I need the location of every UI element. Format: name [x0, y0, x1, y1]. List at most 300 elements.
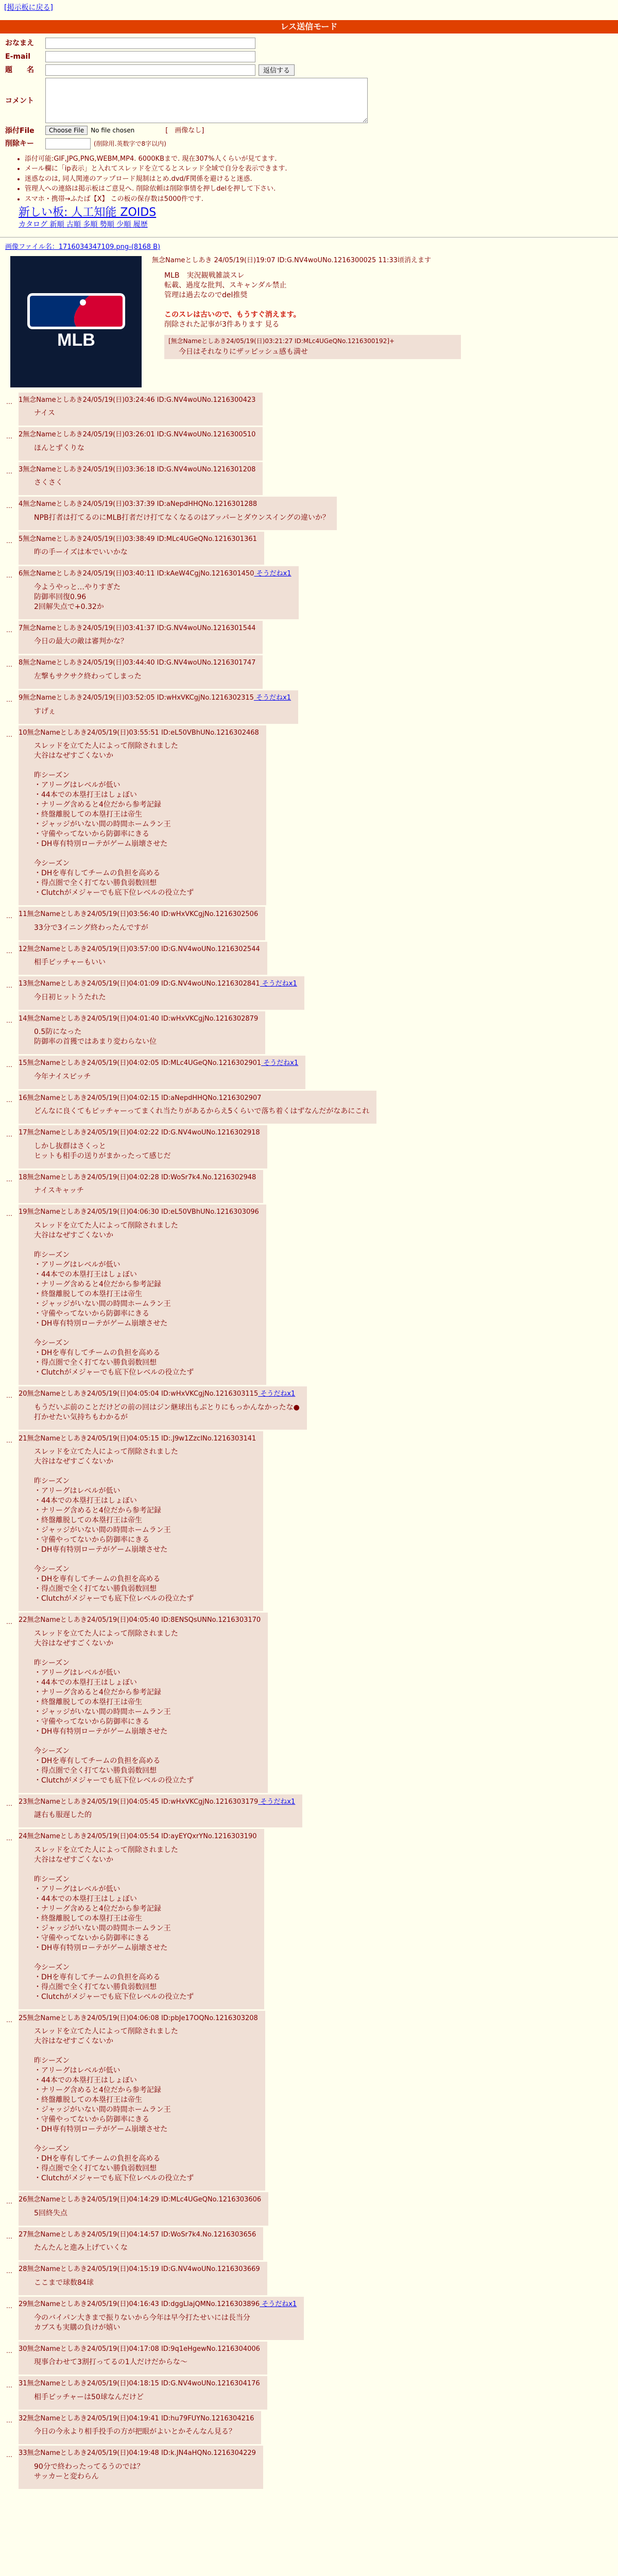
reply-box	[19, 2297, 304, 2340]
reply-marker: …	[6, 1800, 12, 1807]
reply-header	[19, 500, 330, 509]
reply-header	[19, 465, 255, 474]
reply-form	[5, 38, 618, 149]
reply-post	[0, 1829, 618, 2009]
reply-post	[0, 655, 618, 689]
reply-marker: …	[6, 433, 12, 440]
op-post	[0, 243, 618, 387]
reply-number: 14	[19, 1014, 27, 1023]
op-meta-text: 無念Nameとしあき 24/05/19(日)19:07 ID:G.NV4woUNo.1216300025	[152, 256, 376, 264]
reply-box	[19, 1431, 263, 1612]
reply-line: スレッドを立てた人によって削除されました	[34, 1629, 178, 1638]
reply-line: ・ジャッジがいない間の時間ホームラン王	[34, 1526, 171, 1535]
reply-post	[0, 1386, 618, 1430]
reply-line: 大谷はなぜすごくないか	[34, 1231, 113, 1240]
reply-header	[19, 728, 259, 738]
reply-line: 今シーズン	[34, 1747, 70, 1755]
soudane-button[interactable]: そうだねx1	[254, 570, 291, 578]
reply-line: 大谷はなぜすごくないか	[34, 1458, 113, 1466]
reply-number: 10	[19, 728, 27, 737]
reply-post	[0, 393, 618, 426]
reply-line: ・Clutchがメジャーでも底下位レベルの役立たず	[34, 2174, 194, 2183]
reply-meta: 無念Nameとしあき24/05/19(日)03:55:51 ID:eL50VBhUNo.1216302468	[27, 728, 259, 737]
reply-meta: 無念Nameとしあき24/05/19(日)03:40:11 ID:kAeW4CgjNo.1216301450	[23, 570, 254, 578]
reply-body	[34, 583, 291, 612]
reply-body	[34, 1845, 257, 2002]
mlb-logo-text: MLB	[57, 330, 95, 350]
reply-number: 1	[19, 396, 23, 404]
noimage-checkbox[interactable]: [ 画像なし]	[165, 126, 204, 134]
reply-line: ナイス	[34, 409, 55, 418]
reply-line: ・守備やってないから防御率にきる	[34, 1717, 149, 1726]
reply-header	[19, 1059, 298, 1068]
reply-post	[0, 2446, 618, 2489]
delkey-note: (削除用.英数字で8字以内)	[94, 140, 166, 147]
submit-button[interactable]: 返信する	[259, 64, 295, 76]
reply-header	[19, 1094, 369, 1103]
reply-box	[19, 1205, 266, 1385]
reply-body	[34, 1107, 369, 1116]
reply-box	[19, 1091, 376, 1124]
reply-marker: …	[6, 1835, 12, 1842]
reply-number: 32	[19, 2414, 27, 2422]
reply-line	[34, 761, 259, 771]
reply-line: ・終盤離脱しての本塁打王は帝生	[34, 1516, 142, 1525]
reply-box	[19, 532, 264, 565]
reply-line: ・ナリーグ含めると4位だから参考記録	[34, 2086, 161, 2095]
reply-line: 昨の手ーイズは本でいいかな	[34, 548, 128, 557]
reply-line: ・DH専有特別ローテがゲーム崩壊させた	[34, 840, 168, 849]
reply-number: 30	[19, 2345, 27, 2353]
note-item: • 迷惑なのは, 同人関連のアップロード規制はとめ.dvd/F関係を避けると迷惑.	[25, 175, 618, 184]
reply-meta: 無念Nameとしあき24/05/19(日)04:16:43 ID:dggLlajQMNo.1216303896	[27, 2300, 260, 2308]
reply-meta: 無念Nameとしあき24/05/19(日)03:57:00 ID:G.NV4woUNo.1216302544	[27, 945, 260, 953]
reply-box	[19, 2411, 261, 2445]
reply-line: 防御率回復0.96	[34, 592, 87, 601]
reply-meta: 無念Nameとしあき24/05/19(日)04:01:40 ID:wHxVKCgjNo.1216302879	[27, 1014, 259, 1023]
reply-marker: …	[6, 1210, 12, 1218]
reply-line: ・ナリーグ含めると4位だから参考記録	[34, 1506, 161, 1515]
reply-meta: 無念Nameとしあき24/05/19(日)03:36:18 ID:G.NV4woUNo.1216301208	[23, 465, 256, 473]
op-meta	[152, 256, 461, 265]
reply-box	[19, 2227, 263, 2261]
soudane-button[interactable]: そうだねx1	[253, 694, 291, 702]
reply-marker: …	[6, 1061, 12, 1069]
reply-line: ここまで球数84球	[34, 2278, 94, 2287]
reply-post	[0, 2227, 618, 2261]
reply-line: 今日の今永より相手投手の方が把眼がよいとかそんなん見る？	[34, 2428, 236, 2436]
reply-header	[19, 2449, 256, 2458]
reply-post	[0, 2376, 618, 2410]
reply-list	[0, 393, 618, 2489]
reply-meta: 無念Nameとしあき24/05/19(日)03:56:40 ID:wHxVKCgjNo.1216302506	[27, 910, 259, 919]
reply-post	[0, 1091, 618, 1124]
reply-box	[19, 2262, 267, 2295]
reply-body	[34, 2209, 261, 2218]
reply-body	[34, 2243, 256, 2253]
reply-line: 5回終失点	[34, 2209, 67, 2217]
reply-post	[0, 2262, 618, 2295]
reply-header	[19, 1832, 257, 1841]
notes-list	[19, 155, 618, 204]
reply-line: ・アリーグはレベルが低い	[34, 1261, 121, 1269]
soudane-button[interactable]: そうだねx1	[258, 1798, 296, 1806]
reply-body	[34, 741, 259, 898]
reply-post	[0, 1011, 618, 1055]
reply-line: ・ナリーグ含めると4位だから参考記録	[34, 1688, 161, 1697]
reply-header	[19, 945, 260, 954]
reply-line: スレッドを立てた人によって削除されました	[34, 1845, 178, 1854]
reply-header	[19, 1389, 300, 1399]
back-to-board-link[interactable]: [掲示板に戻る]	[4, 4, 53, 12]
reply-header	[19, 1014, 258, 1024]
reply-meta: 無念Nameとしあき24/05/19(日)04:17:08 ID:9q1eHgewNo.1216304006	[27, 2345, 260, 2353]
reply-body	[34, 1186, 256, 1196]
reply-number: 31	[19, 2380, 27, 2388]
reply-line: ・得点圏で全く打てない勝負弱数回想	[34, 1359, 157, 1367]
reply-post	[0, 427, 618, 461]
reply-header	[19, 1616, 261, 1625]
reply-body	[34, 1072, 298, 1082]
reply-line: ・守備やってないから防御率にきる	[34, 830, 149, 839]
reply-line: ・終盤離脱しての本塁打王は帝生	[34, 1914, 142, 1923]
catalog-sort-anchor[interactable]: カタログ 新順 古順 多順 勢順 少順 履歴	[19, 221, 148, 229]
reply-line: ・終盤離脱しての本塁打王は帝生	[34, 810, 142, 819]
reply-marker: …	[6, 2232, 12, 2240]
reply-body	[34, 993, 297, 1003]
reply-line: ・DH専有特別ローテがゲーム崩壊させた	[34, 1943, 168, 1952]
reply-line: 左撃もサクサク終わってしまった	[34, 672, 142, 681]
reply-number: 7	[19, 624, 23, 632]
reply-marker: …	[6, 2302, 12, 2310]
reply-post	[0, 532, 618, 565]
reply-box	[19, 427, 263, 461]
reply-body	[34, 1027, 258, 1047]
reply-marker: …	[6, 572, 12, 580]
reply-number: 8	[19, 659, 23, 667]
reply-line: ・得点圏で全く打てない勝負弱数回想	[34, 879, 157, 888]
reply-meta: 無念Nameとしあき24/05/19(日)04:05:04 ID:wHxVKCgjNo.1216303115	[27, 1390, 259, 1398]
reply-line: ・44本での本塁打王はしょぼい	[34, 1678, 137, 1687]
reply-line: 大谷はなぜすごくないか	[34, 1855, 113, 1864]
reply-line: 大谷はなぜすごくないか	[34, 752, 113, 760]
reply-box	[19, 1056, 305, 1089]
reply-number: 15	[19, 1059, 27, 1067]
reply-marker: …	[6, 2451, 12, 2459]
reply-meta: 無念Nameとしあき24/05/19(日)04:18:15 ID:G.NV4woUNo.1216304176	[27, 2380, 260, 2388]
reply-line	[34, 1467, 256, 1477]
reply-header	[19, 979, 297, 989]
reply-box	[19, 1794, 302, 1828]
reply-header	[19, 2345, 260, 2354]
choose-file-button[interactable]: Choose File	[45, 126, 88, 135]
reply-number: 2	[19, 431, 23, 439]
reply-line: ・DH専有特別ローテがゲーム崩壊させた	[34, 1319, 168, 1328]
reply-line: 90分で終わったってるうのでは？	[34, 2462, 144, 2471]
reply-header	[19, 396, 255, 405]
reply-line: 昨シーズン	[34, 1477, 70, 1486]
reply-number: 23	[19, 1798, 27, 1806]
reply-box	[19, 690, 298, 724]
note-item: • スマホ・携帯→ふたば【X】 この板の保存数は5000件です.	[25, 195, 618, 204]
reply-line: 防御率の首獲ではあまり変わらない位	[34, 1038, 157, 1046]
reply-line: ・44本での本塁打王はしょぼい	[34, 2076, 137, 2085]
reply-post	[0, 690, 618, 724]
reply-meta: 無念Nameとしあき24/05/19(日)04:19:48 ID:k.JN4aHQNo.1216304229	[27, 2449, 256, 2458]
reply-line: 昨シーズン	[34, 1875, 70, 1884]
reply-marker: …	[6, 1016, 12, 1024]
reply-post	[0, 1431, 618, 1612]
reply-line: ・得点圏で全く打てない勝負弱数回想	[34, 1766, 157, 1775]
reply-line: ・ジャッジがいない間の時間ホームラン王	[34, 1707, 171, 1716]
reply-post	[0, 907, 618, 940]
reply-line: 昨シーズン	[34, 1658, 70, 1667]
reply-line: たんたんと進み上げていくな	[34, 2244, 128, 2252]
op-thumbnail[interactable]	[10, 256, 142, 387]
reply-line: 今のバイパン大きまで振りないから今年は早今打たせいには長当分	[34, 2313, 250, 2322]
reply-header	[19, 2379, 260, 2388]
reply-line	[34, 2046, 258, 2056]
reply-line: ・終盤離脱しての本塁打王は帝生	[34, 1290, 142, 1299]
reply-header	[19, 535, 257, 544]
reply-line: ・守備やってないから防御率にきる	[34, 1934, 149, 1942]
soudane-button[interactable]: そうだねx1	[261, 1059, 299, 1067]
reply-marker: …	[6, 626, 12, 634]
reply-line	[34, 1329, 259, 1338]
reply-marker: …	[6, 696, 12, 704]
reply-line: ・DHを専有してチームの負担を高める	[34, 1349, 161, 1358]
reply-line: ・アリーグはレベルが低い	[34, 1668, 121, 1677]
reply-marker: …	[6, 2198, 12, 2206]
reply-post	[0, 2411, 618, 2445]
reply-header	[19, 569, 291, 579]
reply-line: ・守備やってないから防御率にきる	[34, 2115, 149, 2124]
reply-post	[0, 1613, 618, 1793]
reply-box	[19, 1125, 267, 1168]
reply-header	[19, 2195, 261, 2205]
reply-header	[19, 2265, 260, 2274]
reply-line: ほんとずくりな	[34, 444, 84, 452]
reply-number: 24	[19, 1833, 27, 1841]
reply-header	[19, 1173, 256, 1182]
reply-body	[34, 1629, 261, 1786]
mode-title-bar: レス送信モード	[0, 20, 618, 33]
soudane-button[interactable]: そうだねx1	[260, 2300, 297, 2308]
reply-line: ・得点圏で全く打てない勝負弱数回想	[34, 2164, 157, 2173]
reply-marker: …	[6, 502, 12, 510]
reply-meta: 無念Nameとしあき24/05/19(日)04:01:09 ID:G.NV4woUNo.1216302841	[27, 980, 260, 988]
reply-number: 26	[19, 2196, 27, 2204]
email-input[interactable]	[45, 51, 255, 62]
reply-body	[34, 478, 255, 488]
reply-box	[19, 2342, 267, 2375]
reply-post	[0, 566, 618, 619]
reply-line: スレッドを立てた人によって削除されました	[34, 2027, 178, 2036]
reply-number: 19	[19, 1208, 27, 1216]
reply-body	[34, 1142, 260, 1161]
reply-line: 0.5防になった	[34, 1028, 82, 1037]
op-line: 削除された記事が3件あります 見る	[164, 320, 280, 329]
op-text	[164, 271, 461, 329]
reply-line: ・44本での本塁打王はしょぼい	[34, 1497, 137, 1505]
name-label: おなまえ	[5, 39, 34, 47]
name-input[interactable]	[45, 38, 255, 49]
reply-body	[34, 513, 330, 523]
mlb-logo-icon	[27, 293, 125, 350]
reply-line	[34, 849, 259, 859]
op-line: 転載、過度な批判、スキャンダル禁止	[164, 281, 287, 290]
reply-box	[19, 1386, 307, 1430]
reply-line: ・守備やってないから防御率にきる	[34, 1310, 149, 1318]
reply-line: ・ナリーグ含めると4位だから参考記録	[34, 801, 161, 809]
comment-textarea[interactable]	[45, 78, 368, 123]
reply-meta: 無念Nameとしあき24/05/19(日)03:52:05 ID:wHxVKCgjNo.1216302315	[23, 694, 254, 702]
reply-post	[0, 1056, 618, 1089]
reply-line: ・DHを専有してチームの負担を高める	[34, 1973, 161, 1981]
reply-line	[34, 1737, 261, 1747]
reply-line: ・アリーグはレベルが低い	[34, 1487, 121, 1496]
soudane-button[interactable]: そうだねx1	[260, 980, 297, 988]
delkey-input[interactable]	[45, 138, 91, 149]
reply-meta: 無念Nameとしあき24/05/19(日)04:02:05 ID:MLc4UGeQNo.1216302901	[27, 1059, 262, 1067]
reply-post	[0, 2011, 618, 2191]
reply-line	[34, 2134, 258, 2144]
new-boards-anchor[interactable]: 新しい板: 人工知能 ZOIDS	[19, 206, 157, 219]
reply-box	[19, 942, 267, 975]
reply-number: 13	[19, 980, 27, 988]
reply-body	[34, 2427, 254, 2437]
reply-box	[19, 2011, 265, 2191]
reply-line: 昨シーズン	[34, 2057, 70, 2065]
reply-header	[19, 624, 255, 633]
reply-line: 今シーズン	[34, 1963, 70, 1972]
reply-post	[0, 462, 618, 496]
note-item: • 管理人への連絡は掲示板はご意見へ. 削除依頼は削除事情を押しdelを押して下さい.	[25, 184, 618, 194]
reply-meta: 無念Nameとしあき24/05/19(日)04:14:29 ID:MLc4UGeQNo.1216303606	[27, 2196, 262, 2204]
reply-line: 今シーズン	[34, 2145, 70, 2154]
reply-line: ・DH専有特別ローテがゲーム崩壊させた	[34, 1727, 168, 1736]
reply-line: 今シーズン	[34, 1339, 70, 1348]
reply-line: カブスも実購の負けが嬉い	[34, 2323, 121, 2332]
reply-line: 今ようやっと…やりすぎた	[34, 583, 121, 591]
op-file-link[interactable]: 画像ファイル名：1716034347109.png-(8168 B)	[5, 243, 161, 251]
op-line: 管理は過去なのでdel推奨	[164, 291, 248, 299]
reply-line	[34, 1241, 259, 1250]
reply-line: ・終盤離脱しての本塁打王は帝生	[34, 1698, 142, 1706]
reply-line: ・得点圏で全く打てない勝負弱数回想	[34, 1585, 157, 1594]
reply-line: ・守備やってないから防御率にきる	[34, 1536, 149, 1545]
reply-line	[34, 1649, 261, 1658]
note-item: • 添付可能:GIF,JPG,PNG,WEBM,MP4. 6000KBまで. 現在307%人くらいが見てます.	[25, 155, 618, 164]
reply-body	[34, 1403, 300, 1422]
reply-header	[19, 430, 255, 439]
reply-meta: 無念Nameとしあき24/05/19(日)04:05:15 ID:.J9w1ZzcINo.1216303141	[27, 1434, 256, 1443]
reply-body	[34, 2462, 256, 2482]
reply-post	[0, 1125, 618, 1168]
reply-line: ・得点圏で全く打てない勝負弱数回想	[34, 1982, 157, 1991]
reply-line: ・44本での本塁打王はしょぼい	[34, 1894, 137, 1903]
reply-post	[0, 976, 618, 1010]
reply-header	[19, 1798, 295, 1807]
reply-line: 大谷はなぜすごくないか	[34, 1639, 113, 1648]
reply-body	[34, 2027, 258, 2183]
reply-meta: 無念Nameとしあき24/05/19(日)03:41:37 ID:G.NV4woUNo.1216301544	[23, 624, 256, 632]
reply-number: 4	[19, 500, 23, 509]
reply-marker: …	[6, 398, 12, 405]
reply-line: ・終盤離脱しての本塁打王は帝生	[34, 2096, 142, 2105]
reply-line: ・アリーグはレベルが低い	[34, 781, 121, 790]
reply-post	[0, 1205, 618, 1385]
reply-line: 今シーズン	[34, 1565, 70, 1574]
reply-post	[0, 2297, 618, 2340]
op-inline-body: 今日はそれなりにザッピッシュ感も満せ	[179, 347, 308, 356]
reply-marker: …	[6, 2347, 12, 2354]
reply-line: さくさく	[34, 479, 63, 487]
email-label: E-mail	[5, 52, 31, 61]
reply-line: ・Clutchがメジャーでも底下位レベルの役立たず	[34, 1776, 194, 1785]
reply-number: 6	[19, 570, 23, 578]
soudane-button[interactable]: そうだねx1	[258, 1390, 296, 1398]
reply-number: 9	[19, 694, 23, 702]
subject-input[interactable]	[45, 64, 255, 76]
reply-line: ・アリーグはレベルが低い	[34, 2066, 121, 2075]
reply-line: 今日の最大の敵は審判かな？	[34, 637, 128, 646]
reply-marker: …	[6, 912, 12, 920]
reply-post	[0, 2342, 618, 2375]
reply-line: 2回解失点で+0.32か	[34, 602, 104, 611]
file-status: No file chosen	[91, 127, 135, 134]
reply-number: 28	[19, 2265, 27, 2274]
reply-post	[0, 725, 618, 906]
reply-line: スレッドを立てた人によって削除されました	[34, 1222, 178, 1230]
reply-line: 謎右も服遅した的	[34, 1811, 92, 1820]
reply-number: 18	[19, 1173, 27, 1181]
reply-post	[0, 1170, 618, 1204]
reply-body	[34, 1810, 295, 1820]
reply-box	[19, 1829, 264, 2009]
reply-marker: …	[6, 982, 12, 990]
reply-line: ・ジャッジがいない間の時間ホームラン王	[34, 1300, 171, 1309]
reply-line: ヒットも相手の送りがまかったって感じだ	[34, 1151, 171, 1160]
subject-label: 題 名	[5, 65, 34, 74]
reply-number: 21	[19, 1434, 27, 1443]
reply-number: 25	[19, 2014, 27, 2022]
reply-line: 相手ピッチャーもいい	[34, 958, 106, 967]
reply-line: ・ジャッジがいない間の時間ホームラン王	[34, 1924, 171, 1933]
reply-line: ・DHを専有してチームの負担を高める	[34, 1756, 161, 1765]
reply-line: ・DHを専有してチームの負担を高める	[34, 869, 161, 878]
reply-box	[19, 655, 263, 689]
reply-body	[34, 2313, 297, 2333]
reply-number: 16	[19, 1094, 27, 1102]
reply-marker: …	[6, 1131, 12, 1139]
reply-header	[19, 658, 255, 668]
reply-number: 5	[19, 535, 23, 543]
reply-line: ・アリーグはレベルが低い	[34, 1885, 121, 1893]
reply-line: 昨シーズン	[34, 1251, 70, 1260]
catalog-sort-links	[19, 220, 618, 230]
reply-body	[34, 1221, 259, 1378]
reply-post	[0, 1794, 618, 1828]
note-item: • メール欄に「ip表示」と入れてスレッドを立てるとスレッド全域で自分を表示できます.	[25, 164, 618, 174]
reply-marker: …	[6, 947, 12, 955]
reply-meta: 無念Nameとしあき24/05/19(日)04:02:28 ID:WoSr7k4.No.1216302948	[27, 1173, 256, 1181]
reply-number: 20	[19, 1390, 27, 1398]
reply-body	[34, 444, 255, 453]
reply-line: しかし抜群はさくっと	[34, 1142, 106, 1150]
reply-number: 11	[19, 910, 27, 919]
reply-marker: …	[6, 1175, 12, 1183]
